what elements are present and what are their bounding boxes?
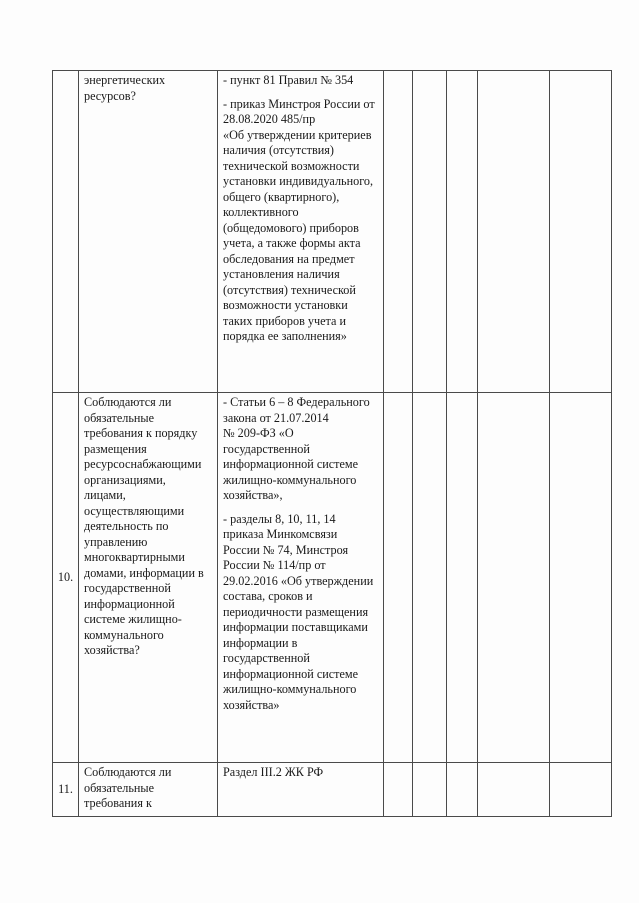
legal-reference-line: приказа Минкомсвязи — [223, 527, 338, 541]
answer-extra-cell — [550, 763, 612, 817]
question-line: многоквартирными — [84, 550, 185, 564]
question-line: ресурсоснабжающими — [84, 457, 202, 471]
answer-note-cell — [478, 71, 550, 393]
answer-extra-cell — [550, 71, 612, 393]
legal-reference-line: порядка ее заполнения» — [223, 329, 347, 343]
legal-reference-paragraph — [223, 765, 379, 781]
legal-reference-line: периодичности размещения — [223, 604, 369, 619]
legal-reference-line: информации поставщиками — [223, 620, 368, 634]
question-line: хозяйства? — [84, 643, 140, 657]
answer-no-cell — [413, 763, 447, 817]
legal-reference-line: - разделы 8, 10, 11, 14 — [223, 511, 336, 526]
question-line: обязательные — [84, 780, 155, 795]
question-cell — [79, 393, 218, 763]
legal-reference-paragraph — [223, 395, 379, 504]
legal-reference-paragraph — [223, 73, 379, 89]
legal-reference-line: информации в — [223, 635, 298, 650]
legal-reference-line: - пункт 81 Правил № 354 — [223, 73, 354, 87]
row-number: 11. — [58, 781, 73, 796]
legal-reference-line: «Об утверждении критериев — [223, 127, 372, 142]
question-line: Соблюдаются ли — [84, 395, 172, 409]
question-line: деятельность по — [84, 519, 169, 533]
legal-reference-line: 29.02.2016 «Об утверждении — [223, 573, 374, 588]
legal-reference-cell — [218, 71, 384, 393]
row-number-cell — [53, 71, 79, 393]
question-line: обязательные — [84, 410, 155, 425]
answer-yes-cell — [384, 393, 413, 763]
legal-reference-line: жилищно-коммунального — [223, 472, 357, 487]
question-line: лицами, — [84, 488, 126, 502]
legal-reference-line: возможности установки — [223, 298, 348, 312]
legal-reference-paragraph — [223, 97, 379, 345]
legal-reference-line: состава, сроков и — [223, 589, 313, 603]
answer-no-cell — [413, 71, 447, 393]
legal-reference-line: установления наличия — [223, 267, 340, 281]
question-line: ресурсов? — [84, 88, 136, 103]
legal-reference-line: таких приборов учета и — [223, 313, 346, 328]
answer-na-cell — [447, 763, 478, 817]
question-line: системе жилищно- — [84, 612, 182, 626]
legal-reference-paragraph — [223, 512, 379, 714]
legal-reference-cell — [218, 393, 384, 763]
question-cell — [79, 71, 218, 393]
legal-reference-line: жилищно-коммунального — [223, 682, 357, 696]
question-line: управлению — [84, 534, 148, 549]
legal-reference-line: - приказ Минстроя России от — [223, 96, 375, 111]
answer-note-cell — [478, 393, 550, 763]
question-line: домами, информации в — [84, 565, 204, 580]
legal-reference-line: России № 74, Минстроя — [223, 542, 349, 557]
answer-yes-cell — [384, 763, 413, 817]
legal-reference-line: Раздел III.2 ЖК РФ — [223, 765, 324, 779]
legal-reference-line: государственной — [223, 651, 310, 665]
question-line: государственной — [84, 581, 171, 595]
table-row — [53, 71, 612, 393]
legal-reference-line: хозяйства» — [223, 697, 280, 712]
legal-reference-line: государственной — [223, 441, 310, 456]
answer-no-cell — [413, 393, 447, 763]
legal-reference-line: информационной системе — [223, 457, 359, 471]
legal-reference-line: закона от 21.07.2014 — [223, 410, 329, 425]
question-line: требования к — [84, 796, 152, 810]
legal-reference-line: хозяйства», — [223, 488, 283, 502]
table-row — [53, 763, 612, 817]
legal-reference-line: России № 114/пр от — [223, 558, 326, 572]
legal-reference-line: учета, а также формы акта — [223, 236, 361, 250]
legal-reference-line: наличия (отсутствия) — [223, 143, 334, 157]
legal-reference-line: - Статьи 6 – 8 Федерального — [223, 395, 370, 409]
row-number: 10. — [57, 569, 74, 584]
legal-reference-line: технической возможности — [223, 158, 360, 173]
question-line: осуществляющими — [84, 503, 185, 518]
question-line: организациями, — [84, 472, 166, 487]
question-line: коммунального — [84, 627, 164, 642]
row-number-cell — [53, 763, 79, 817]
legal-reference-line: коллективного — [223, 205, 299, 219]
question-cell — [79, 763, 218, 817]
answer-extra-cell — [550, 393, 612, 763]
question-line: информационной — [84, 596, 175, 611]
table-body — [53, 71, 612, 817]
answer-note-cell — [478, 763, 550, 817]
inspection-checklist-table — [52, 70, 612, 817]
legal-reference-line: информационной системе — [223, 666, 359, 681]
legal-reference-line: № 209-ФЗ «О — [223, 426, 294, 440]
legal-reference-line: (отсутствия) технической — [223, 282, 356, 297]
legal-reference-line: (общедомового) приборов — [223, 220, 359, 235]
row-number-cell — [53, 393, 79, 763]
question-line: Соблюдаются ли — [84, 765, 172, 779]
legal-reference-line: 28.08.2020 485/пр — [223, 112, 316, 126]
legal-reference-cell — [218, 763, 384, 817]
legal-reference-line: установки индивидуального, — [223, 174, 374, 188]
question-line: энергетических — [84, 73, 166, 87]
question-line: требования к порядку — [84, 426, 198, 440]
answer-na-cell — [447, 393, 478, 763]
answer-yes-cell — [384, 71, 413, 393]
question-line: размещения — [84, 441, 147, 456]
answer-na-cell — [447, 71, 478, 393]
table-row — [53, 393, 612, 763]
legal-reference-line: обследования на предмет — [223, 251, 355, 266]
legal-reference-line: общего (квартирного), — [223, 189, 340, 204]
